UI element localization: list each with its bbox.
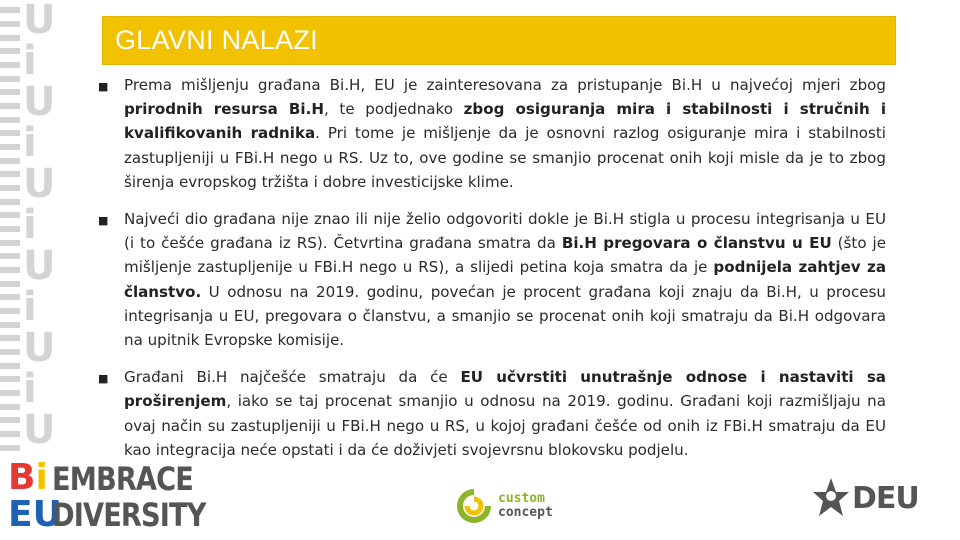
side-strip-row: i [0,287,68,328]
finding-item [98,207,886,352]
page-title: GLAVNI NALAZI [115,25,318,55]
finding-item [98,365,886,462]
side-strip-row: U [0,0,68,41]
bullet-marker: ■ [98,372,109,386]
side-strip-row: U [0,246,68,287]
side-strip-row: U [0,164,68,205]
finding-item [98,73,886,194]
embrace-diversity-wordmark: EMBRACE DIVERSITY [52,460,206,534]
finding-text: Najveći dio građana nije znao ili nije želio odgovoriti dokle je Bi.H stigla u procesu integrisanja u EU (i to češće građana iz RS). Četvrtina građana smatra da Bi.H pregovara o članstvu u EU (što je mišljenje zastupljenije u FBi.H nego u RS), a slijedi petina koja smatra da je podnijela zahtjev za članstvo. U odnosu na 2019. godinu, povećan je procent građana koji znaju da Bi.H, u procesu integrisanja u EU, pregovara o članstvu, a smanjio se procenat onih koji smatraju da Bi.H odgovara na upitnik Evropske komisije. [124,210,887,350]
title-bar [102,16,896,65]
custom-concept-logo: custom concept [456,488,553,524]
side-strip-row: i [0,369,68,410]
bieu-logo-mark: Bi EU [8,457,62,535]
finding-text: Prema mišljenju građana Bi.H, EU je zainteresovana za pristupanje Bi.H u najvećoj mjeri zbog prirodnih resursa Bi.H, te podjednako zbog osiguranja mira i stabilnosti i stručnih i kvalifikovanih radnika. Pri tome je mišljenje da je osnovni razlog osiguranje mira i stabilnosti zastupljeniji u FBi.H nego u RS. Uz to, ove godine se smanjio procenat onih koji misle da je to zbog širenja evropskog tržišta i dobre investicijske klime. [124,76,886,191]
side-strip-row: i [0,205,68,246]
bullet-marker: ■ [98,80,109,93]
findings-list [98,73,886,475]
side-strip-row: i [0,123,68,164]
custom-concept-icon [456,488,492,524]
side-strip-row: U [0,82,68,123]
star-figure-icon [812,476,850,520]
side-strip-row: U [0,410,68,451]
side-strip-row: U [0,328,68,369]
embrace-diversity-logo [8,458,233,536]
finding-text: Građani Bi.H najčešće smatraju da će EU učvrstiti unutrašnje odnose i nastaviti sa proširenjem, iako se taj procenat smanjio u odnosu na 2019. godinu. Građani koji razmišljaju na ovaj način su zastupljeniji u FBi.H nego u RS, u kojoj građani češće od onih iz FBi.H smatraju da EU kao integracija neće opstati i da će doživjeti svojevrsnu blokovsku podjelu. [124,368,886,459]
bullet-marker: ■ [98,214,109,228]
side-decoration-strip [0,0,68,455]
side-strip-row: i [0,41,68,82]
deu-logo: DEU [812,474,919,522]
